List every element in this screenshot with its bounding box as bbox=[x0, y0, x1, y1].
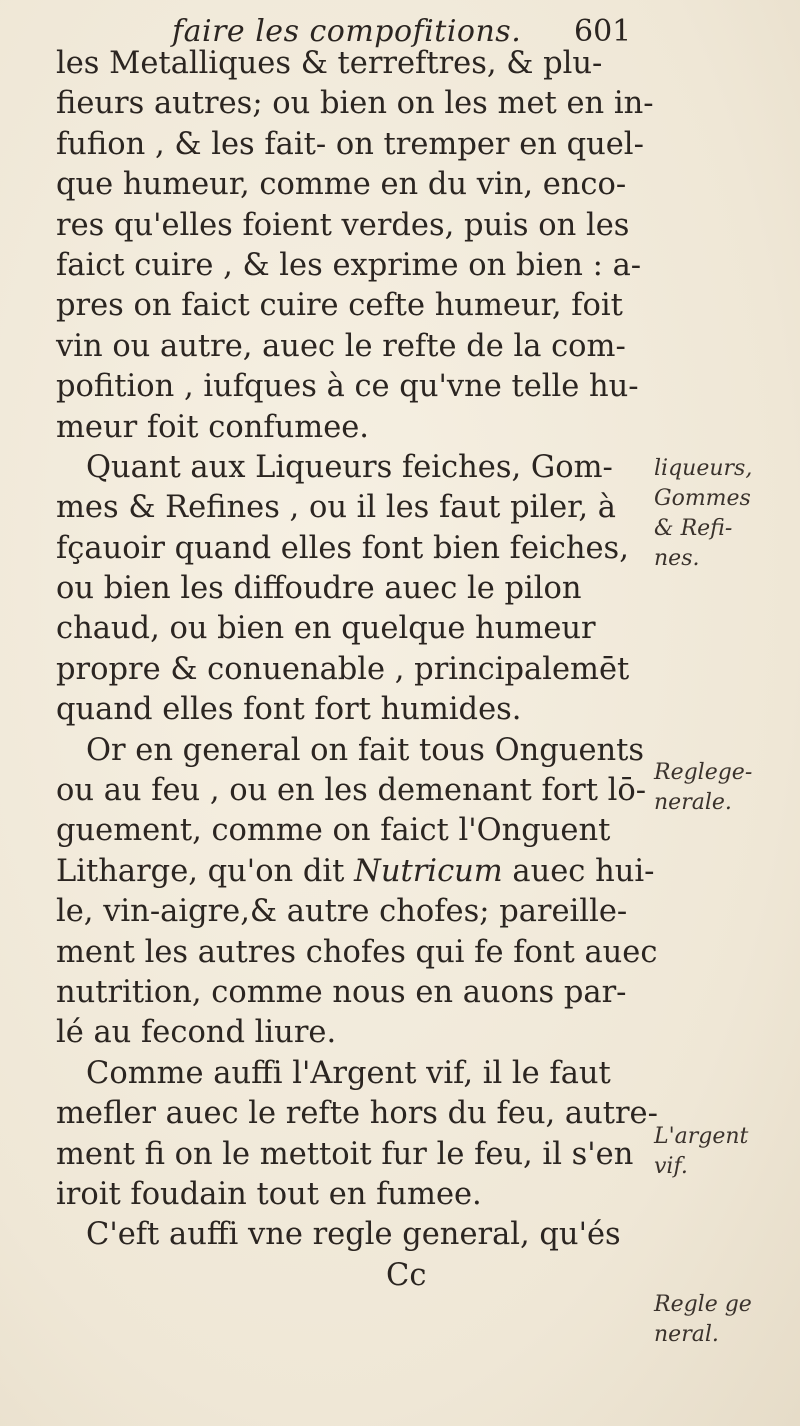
text-line: propre & conuenable , principalemēt bbox=[56, 651, 630, 687]
margin-note-line: Gommes bbox=[654, 486, 751, 511]
text-line: chaud, ou bien en quelque humeur bbox=[56, 611, 596, 647]
margin-note-liqueurs bbox=[654, 454, 794, 574]
margin-note-argent-vif bbox=[654, 1122, 794, 1182]
text-line: fçauoir quand elles font bien feiches, bbox=[56, 530, 629, 566]
paragraph-start-line: C'eft auffi vne regle general, qu'és bbox=[86, 1217, 621, 1253]
margin-note-line: nerale. bbox=[654, 790, 732, 815]
text-line: pofition , iufques à ce qu'vne telle hu- bbox=[56, 369, 639, 405]
text-line: ou au feu , ou en les demenant fort lō- bbox=[56, 773, 647, 809]
margin-note-regle-general bbox=[654, 1290, 794, 1350]
margin-note-line: & Refi- bbox=[654, 516, 733, 541]
page-number: 601 bbox=[574, 14, 632, 49]
text-line: pres on faict cuire cefte humeur, foit bbox=[56, 288, 623, 324]
text-line: les Metalliques & terreftres, & plu- bbox=[56, 46, 603, 81]
paragraph-start-line: Quant aux Liqueurs feiches, Gom- bbox=[86, 449, 613, 485]
text-line: iroit foudain tout en fumee. bbox=[56, 1176, 482, 1212]
text-segment: auec hui- bbox=[512, 853, 655, 889]
text-line: fieurs autres; ou bien on les met en in- bbox=[56, 86, 654, 122]
text-line: faict cuire , & les exprime on bien : a- bbox=[56, 247, 642, 283]
text-line-mixed bbox=[56, 852, 655, 892]
text-line: que humeur, comme en du vin, enco- bbox=[56, 167, 627, 203]
text-line: nutrition, comme nous en auons par- bbox=[56, 974, 627, 1010]
text-line: res qu'elles foient verdes, puis on les bbox=[56, 207, 630, 243]
text-line: guement, comme on faict l'Onguent bbox=[56, 813, 611, 849]
text-line: meur foit confumee. bbox=[56, 409, 369, 445]
margin-note-line: liqueurs, bbox=[654, 456, 753, 481]
catchword: Cc bbox=[386, 1257, 427, 1293]
running-title: faire les compofitions. bbox=[172, 14, 522, 49]
paragraph-start-line: Comme auffi l'Argent vif, il le faut bbox=[86, 1055, 611, 1091]
body-text bbox=[56, 44, 658, 1296]
text-line: ou bien les diffoudre auec le pilon bbox=[56, 571, 582, 607]
text-line: mefler auec le refte hors du feu, autre- bbox=[56, 1096, 658, 1132]
margin-note-line: Reglege- bbox=[654, 760, 753, 785]
margin-note-regle-generale bbox=[654, 758, 794, 818]
text-line: ment les autres chofes qui fe font auec bbox=[56, 934, 658, 970]
paragraph-start-line: Or en general on fait tous Onguents bbox=[86, 732, 645, 768]
margin-notes bbox=[654, 0, 800, 1426]
margin-note-line: neral. bbox=[654, 1322, 719, 1347]
text-line: le, vin-aigre,& autre chofes; pareille- bbox=[56, 894, 628, 930]
text-line: ment fi on le mettoit fur le feu, il s'en bbox=[56, 1136, 634, 1172]
text-line: mes & Refines , ou il les faut piler, à bbox=[56, 490, 616, 526]
margin-note-line: L'argent bbox=[654, 1124, 749, 1149]
text-line: lé au fecond liure. bbox=[56, 1015, 337, 1051]
margin-note-line: vif. bbox=[654, 1154, 688, 1179]
text-line: fufion , & les fait- on tremper en quel- bbox=[56, 126, 644, 162]
text-line: quand elles font fort humides. bbox=[56, 692, 522, 728]
margin-note-line: Regle ge bbox=[654, 1292, 752, 1317]
text-segment: Litharge, qu'on dit bbox=[56, 853, 345, 889]
margin-note-line: nes. bbox=[654, 546, 700, 571]
italic-term: Nutricum bbox=[354, 853, 503, 889]
text-line: vin ou autre, auec le refte de la com- bbox=[56, 328, 626, 364]
